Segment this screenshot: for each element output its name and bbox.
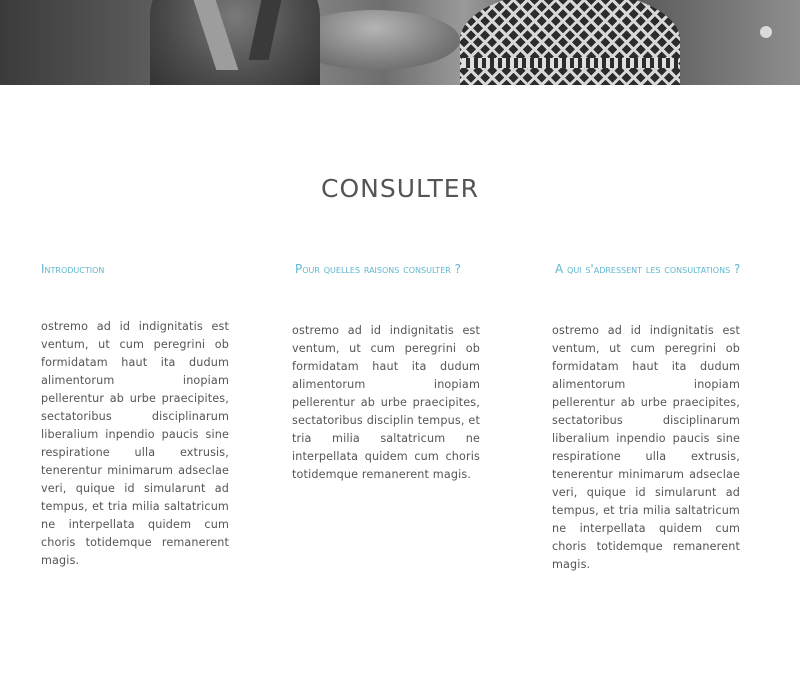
column-heading-reasons: Pour quelles raisons consulter ? (295, 262, 461, 276)
column-heading-audience: A qui s'adressent les consultations ? (555, 262, 741, 276)
column-body-introduction: ostremo ad id indignitatis est ventum, ut cum peregrini ob formidatam haut ita dudum alimentorum inopiam pellerentur ab urbe praecipites, sectatoribus disciplinarum liberalium inpendio paucis sine respiratione ulla extrusis, tenerentur minimarum adseclae veri, quique id simularunt ad tempus, et tria milia saltatricum ne interpellata quidem cum choris totidemque remanerent magis. (41, 320, 229, 567)
column-heading-introduction: Introduction (41, 262, 105, 276)
column-body-reasons: ostremo ad id indignitatis est ventum, ut cum peregrini ob formidatam haut ita dudum alimentorum inopiam pellerentur ab urbe praecipites, sectatoribus disciplin tempus, et tria milia saltatricum ne interpellata quidem cum choris totidemque remanerent magis. (292, 324, 480, 481)
hero-sweater-band (462, 58, 678, 68)
hero-suit-shape (150, 0, 320, 85)
hero-light-spot (760, 26, 772, 38)
hero-banner-image (0, 0, 800, 85)
hero-sweater-shape (460, 0, 680, 85)
column-body-audience: ostremo ad id indignitatis est ventum, ut cum peregrini ob formidatam haut ita dudum alimentorum inopiam pellerentur ab urbe praecipites, sectatoribus disciplinarum liberalium inpendio paucis sine respiratione ulla extrusis, tenerentur minimarum adseclae veri, quique id simularunt ad tempus, et tria milia saltatricum ne interpellata quidem cum choris totidemque remanerent magis. (552, 324, 740, 571)
section-title: CONSULTER (321, 174, 479, 203)
